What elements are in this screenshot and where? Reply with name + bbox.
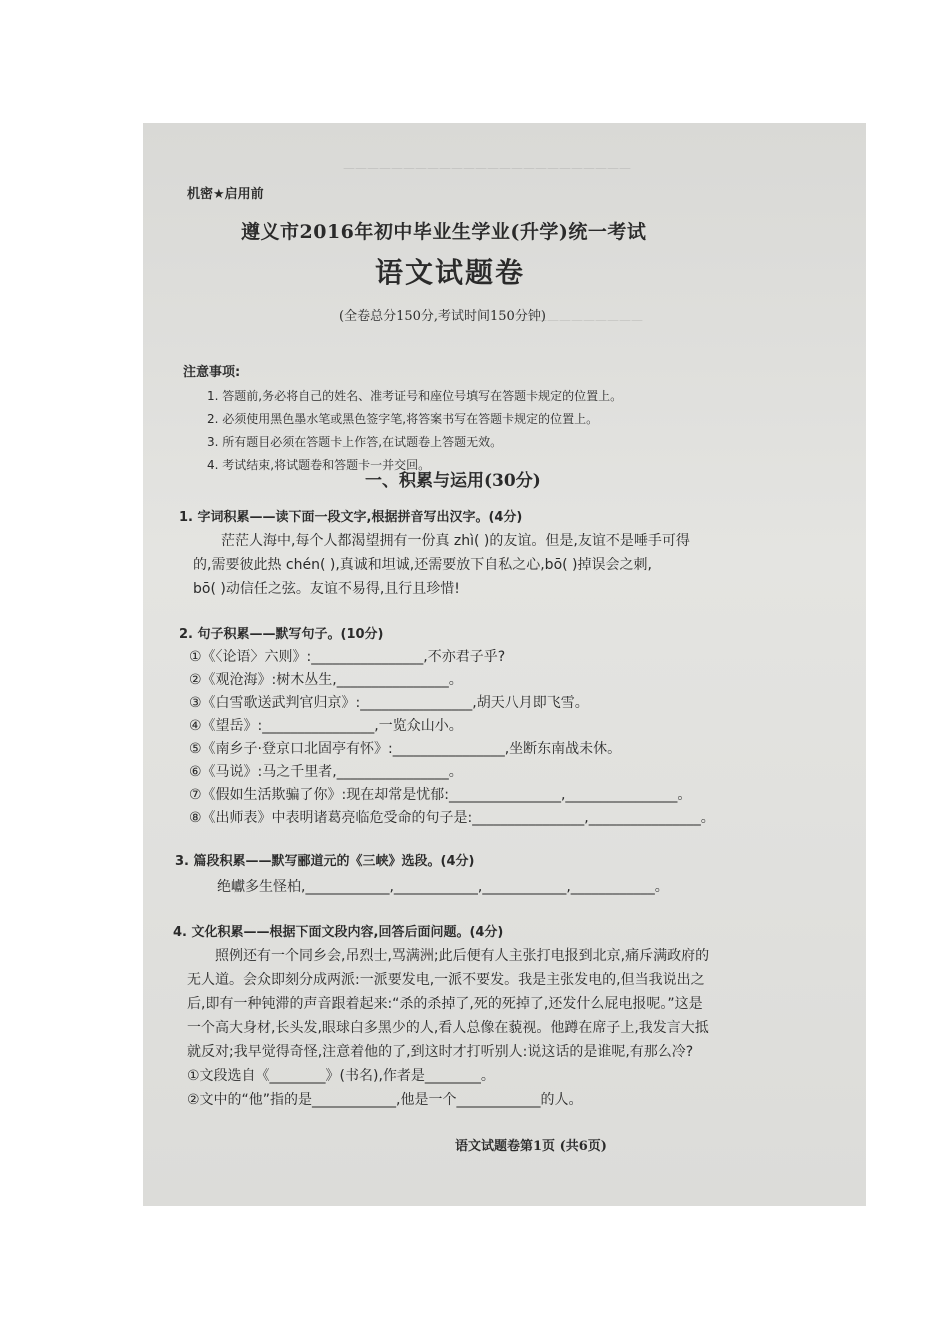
- notice-item: 3. 所有题目必须在答题卡上作答,在试题卷上答题无效。: [207, 435, 503, 449]
- section-title: 一、积累与运用(30分): [365, 471, 541, 491]
- question-2-line: ⑧《出师表》中表明诸葛亮临危受命的句子是:________________,________________。: [189, 810, 715, 826]
- question-2-line: ④《望岳》:________________,一览众山小。: [189, 718, 463, 734]
- exam-title: 遵义市2016年初中毕业生学业(升学)统一考试: [241, 221, 647, 243]
- question-2-line: ①《〈论语〉六则》:________________,不亦君子乎?: [189, 649, 506, 665]
- question-4-line: 一个高大身材,长头发,眼球白多黑少的人,看人总像在藐视。他蹲在席子上,我发言大抵: [187, 1020, 709, 1036]
- question-4-line: ①文段选自《________》(书名),作者是________。: [187, 1068, 495, 1084]
- question-2-heading: 2. 句子积累——默写句子。(10分): [179, 627, 384, 642]
- question-4-line: 就反对;我早觉得奇怪,注意着他的了,到这时才打听别人:说这话的是谁呢,有那么冷?: [187, 1044, 694, 1060]
- question-1-heading: 1. 字词积累——读下面一段文字,根据拼音写出汉字。(4分): [179, 510, 523, 525]
- paper-name: 语文试题卷: [375, 256, 526, 289]
- notice-item: 4. 考试结束,将试题卷和答题卡一并交回。: [207, 458, 431, 472]
- question-4-line: 无人道。会众即刻分成两派:一派要发电,一派不要发。我是主张发电的,但当我说出之: [187, 972, 705, 988]
- question-1-line: bō( )动信任之弦。友谊不易得,且行且珍惜!: [193, 581, 460, 597]
- bleed-through-text: ————————————————————————: [343, 161, 631, 175]
- question-2-line: ⑥《马说》:马之千里者,________________。: [189, 764, 463, 780]
- question-2-line: ⑤《南乡子·登京口北固亭有怀》:________________,坐断东南战未休。: [189, 741, 622, 757]
- question-2-line: ⑦《假如生活欺骗了你》:现在却常是忧郁:________________,________________。: [189, 787, 692, 803]
- page-footer: 语文试题卷第1页 (共6页): [455, 1139, 607, 1154]
- score-info: (全卷总分150分,考试时间150分钟): [339, 309, 546, 324]
- exam-page: [143, 123, 866, 1206]
- bleed-through-text: ——————————: [523, 313, 643, 327]
- notice-item: 1. 答题前,务必将自己的姓名、准考证号和座位号填写在答题卡规定的位置上。: [207, 389, 623, 403]
- exam-photo: [143, 123, 866, 1206]
- confidential-label: 机密★启用前: [187, 187, 264, 202]
- question-4-line: 后,即有一种钝滞的声音跟着起来:“杀的杀掉了,死的死掉了,还发什么屁电报呢。”这是: [187, 996, 703, 1012]
- question-4-line: 照例还有一个同乡会,吊烈士,骂满洲;此后便有人主张打电报到北京,痛斥满政府的: [215, 948, 710, 964]
- question-4-line: ②文中的“他”指的是____________,他是一个____________的人。: [187, 1092, 583, 1108]
- question-2-line: ②《观沧海》:树木丛生,________________。: [189, 672, 463, 688]
- notice-item: 2. 必须使用黑色墨水笔或黑色签字笔,将答案书写在答题卡规定的位置上。: [207, 412, 599, 426]
- question-3-line: 绝巘多生怪柏,____________,____________,____________,____________。: [217, 879, 669, 895]
- question-4-heading: 4. 文化积累——根据下面文段内容,回答后面问题。(4分): [173, 925, 504, 940]
- question-2-line: ③《白雪歌送武判官归京》:________________,胡天八月即飞雪。: [189, 695, 589, 711]
- question-3-heading: 3. 篇段积累——默写郦道元的《三峡》选段。(4分): [175, 854, 475, 869]
- notice-heading: 注意事项:: [183, 365, 241, 380]
- question-1-line: 茫茫人海中,每个人都渴望拥有一份真 zhì( )的友谊。但是,友谊不是唾手可得: [221, 533, 690, 549]
- question-1-line: 的,需要彼此热 chén( ),真诚和坦诚,还需要放下自私之心,bō( )掉误会之刺,: [193, 557, 652, 573]
